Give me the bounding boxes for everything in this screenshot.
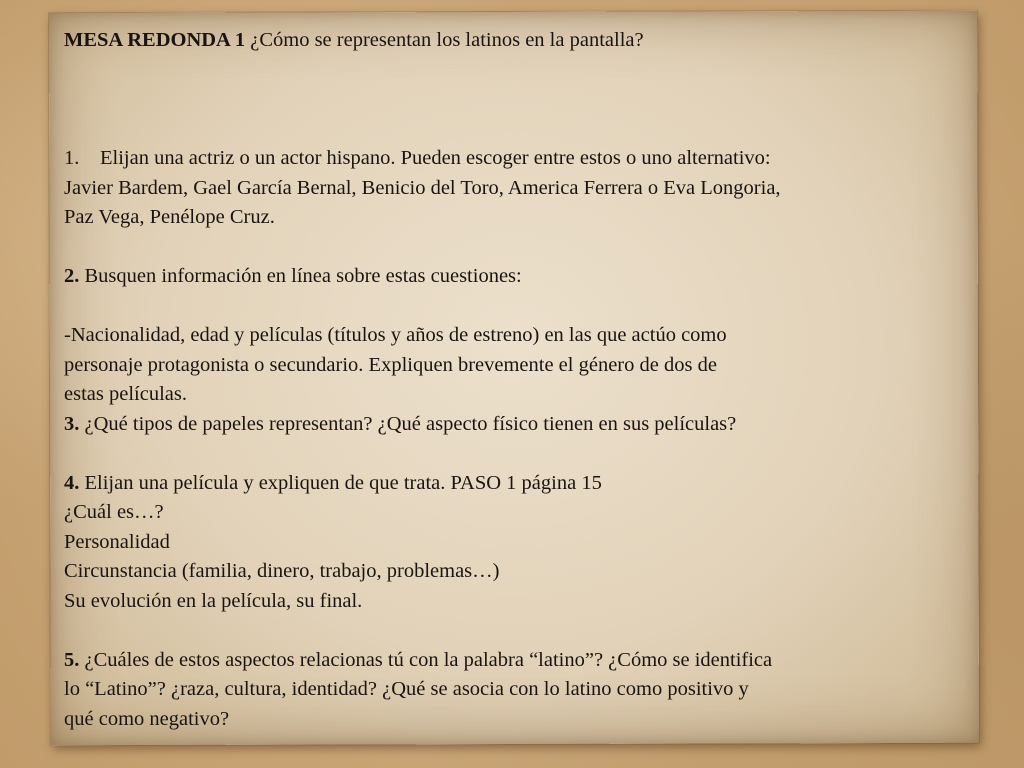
question-4-item-4: Su evolución en la película, su final. bbox=[64, 589, 363, 612]
question-1-line-2: Javier Bardem, Gael García Bernal, Benicio del Toro, America Ferrera o Eva Longoria, bbox=[64, 176, 781, 199]
spacer bbox=[64, 616, 974, 646]
question-2-number: 2. bbox=[64, 265, 80, 287]
question-5-number: 5. bbox=[64, 648, 80, 671]
question-5-line-2: lo “Latino”? ¿raza, cultura, identidad? ¿Qué se asocia con lo latino como positivo y bbox=[64, 678, 749, 700]
question-1-line-3: Paz Vega, Penélope Cruz. bbox=[64, 206, 275, 228]
question-2-detail-2: personaje protagonista o secundario. Expliquen brevemente el género de dos de bbox=[64, 353, 717, 376]
question-1-line-1 bbox=[64, 144, 974, 174]
title-rest: ¿Cómo se representan los latinos en la pantalla? bbox=[245, 29, 644, 51]
question-5 bbox=[64, 646, 974, 676]
question-2-text: Busquen información en línea sobre estas cuestiones: bbox=[79, 265, 522, 287]
question-2 bbox=[64, 262, 974, 292]
question-1-number: 1. bbox=[64, 147, 80, 169]
question-5-line-3: qué como negativo? bbox=[64, 707, 230, 730]
question-3-text: ¿Qué tipos de papeles representan? ¿Qué aspecto físico tienen en sus películas? bbox=[79, 412, 737, 435]
question-4-item-2: Personalidad bbox=[64, 530, 170, 553]
question-4-item-3: Circunstancia (familia, dinero, trabajo, problemas…) bbox=[64, 560, 500, 582]
spacer bbox=[64, 115, 974, 145]
question-4-text: Elijan una película y expliquen de que trata. PASO 1 página 15 bbox=[79, 471, 602, 494]
spacer bbox=[64, 233, 974, 263]
question-5-text: ¿Cuáles de estos aspectos relacionas tú con la palabra “latino”? ¿Cómo se identifica bbox=[79, 648, 773, 671]
spacer bbox=[64, 439, 974, 469]
spacer bbox=[64, 292, 974, 322]
question-4-item-1: ¿Cuál es…? bbox=[64, 501, 164, 523]
slide-content bbox=[64, 26, 974, 734]
question-3-number: 3. bbox=[64, 412, 80, 435]
question-4-number: 4. bbox=[64, 471, 80, 494]
question-4 bbox=[64, 469, 974, 499]
question-3 bbox=[64, 410, 974, 440]
question-2-detail-1: -Nacionalidad, edad y películas (títulos y años de estreno) en las que actúo como bbox=[64, 324, 727, 346]
spacer bbox=[64, 56, 974, 115]
title-bold: MESA REDONDA 1 bbox=[64, 29, 246, 51]
slide-title bbox=[64, 26, 974, 56]
question-1-text: Elijan una actriz o un actor hispano. Pueden escoger entre estos o uno alternativo: bbox=[100, 147, 771, 169]
question-2-detail-3: estas películas. bbox=[64, 383, 187, 405]
